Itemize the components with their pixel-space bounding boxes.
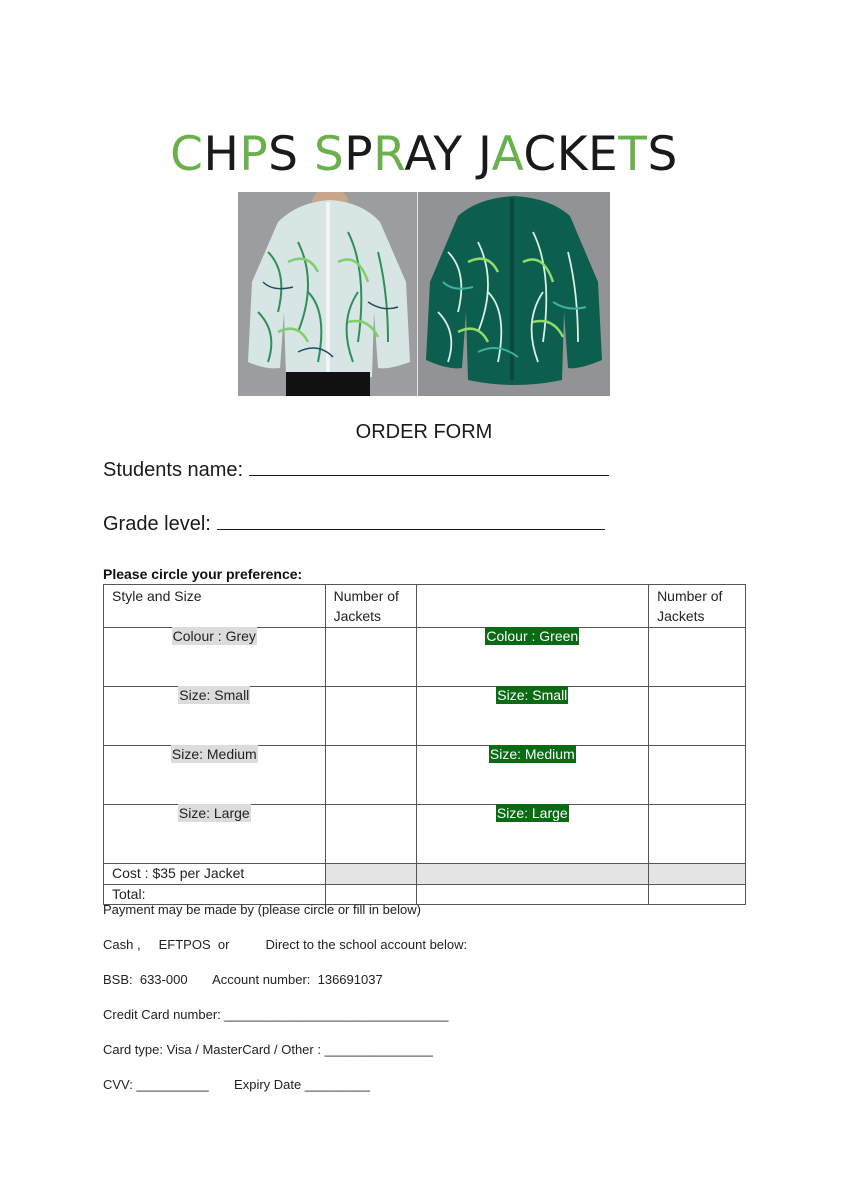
colour-green-option[interactable]: Colour : Green [486,628,579,644]
cost-label: Cost : $35 per Jacket [104,864,326,885]
title-part: S [647,127,678,182]
size-large-grey-option[interactable]: Size: Large [178,805,250,821]
green-option-cell[interactable] [416,687,649,746]
title-part: T [618,127,648,182]
title-part: CKE [523,127,619,182]
payment-methods[interactable]: Cash , EFTPOS or Direct to the school account below: [103,937,468,952]
students-name-field[interactable] [103,456,609,483]
title-part: P [344,127,374,182]
table-row [104,746,746,805]
table-row [104,805,746,864]
grey-option-cell[interactable] [104,805,326,864]
preference-heading: Please circle your preference: [103,566,303,582]
header-number-green: Number of Jackets [649,585,746,628]
title-part: R [373,127,405,182]
title-part: P [239,127,269,182]
header-style-size: Style and Size [104,585,326,628]
size-small-green-option[interactable]: Size: Small [497,687,568,703]
table-header-row [104,585,746,628]
card-type-field[interactable]: Card type: Visa / MasterCard / Other : _______________ [103,1042,434,1057]
table-row [104,687,746,746]
grade-level-field[interactable] [103,510,605,537]
header-number-grey: Number of Jackets [325,585,416,628]
cvv-expiry-field[interactable]: CVV: __________ Expiry Date _________ [103,1077,370,1092]
students-name-blank[interactable] [249,456,609,476]
order-table [103,584,746,905]
total-label: Total: [104,885,326,905]
quantity-cell[interactable] [649,746,746,805]
grey-option-cell[interactable] [104,687,326,746]
quantity-cell[interactable] [649,628,746,687]
students-name-label: Students name: [103,459,244,481]
quantity-cell[interactable] [325,628,416,687]
quantity-cell[interactable] [325,687,416,746]
title-part: H [203,127,240,182]
size-medium-green-option[interactable]: Size: Medium [489,746,575,762]
page-title [0,125,848,185]
bank-details: BSB: 633-000 Account number: 136691037 [103,972,383,987]
title-part: S [268,127,314,182]
quantity-cell[interactable] [325,805,416,864]
size-large-green-option[interactable]: Size: Large [496,805,568,821]
green-option-cell[interactable] [416,746,649,805]
green-option-cell[interactable] [416,628,649,687]
total-cell[interactable] [649,885,746,905]
grade-level-blank[interactable] [217,510,605,530]
table-row [104,628,746,687]
quantity-cell[interactable] [649,805,746,864]
grey-jacket-photo [238,192,417,396]
grey-option-cell[interactable] [104,746,326,805]
title-part: AY J [404,127,492,182]
grey-option-cell[interactable] [104,628,326,687]
cost-row [104,864,746,885]
grade-level-label: Grade level: [103,513,211,535]
title-part: S [313,127,345,182]
size-medium-grey-option[interactable]: Size: Medium [171,746,257,762]
title-part: C [170,127,204,182]
colour-grey-option[interactable]: Colour : Grey [172,628,256,644]
quantity-cell[interactable] [649,687,746,746]
header-blank [416,585,649,628]
payment-intro: Payment may be made by (please circle or fill in below) [103,902,421,917]
title-part: A [491,127,524,182]
green-option-cell[interactable] [416,805,649,864]
green-jacket-photo [418,192,610,396]
quantity-cell[interactable] [325,746,416,805]
order-form-title: ORDER FORM [355,421,493,443]
jacket-photos [238,192,610,396]
credit-card-field[interactable]: Credit Card number: _______________________________ [103,1007,449,1022]
size-small-grey-option[interactable]: Size: Small [179,687,250,703]
